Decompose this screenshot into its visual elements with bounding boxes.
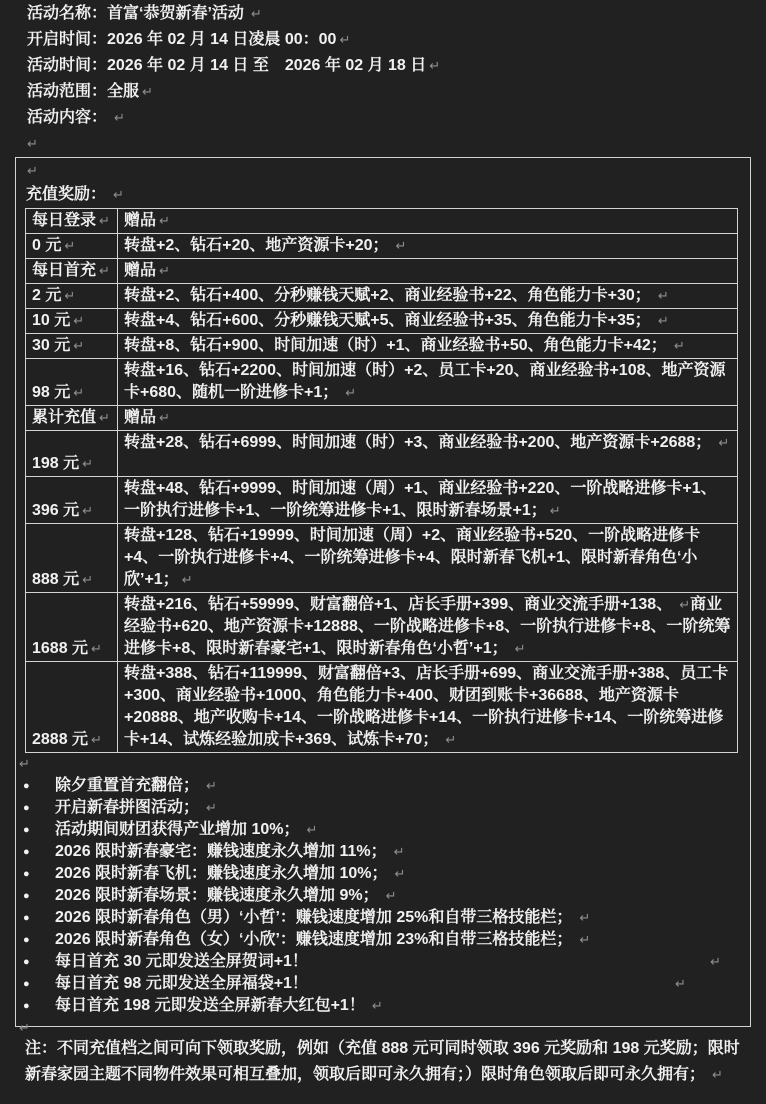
footer-note-text: 注：不同充值档之间可向下领取奖励，例如（充值 888 元可同时领取 396 元奖励和 198 元奖励；限时新春家园主题不同物件效果可相互叠加，领取后即可永久拥有；）限时角色领取后即可永久拥有；	[25, 1040, 740, 1083]
rewards-table	[25, 208, 738, 753]
paragraph-mark-icon: ↵	[394, 866, 406, 881]
paragraph-mark-icon: ↵	[82, 456, 94, 471]
activity-time-line	[27, 53, 766, 79]
paragraph-mark-icon: ↵	[371, 998, 383, 1013]
bullet-text: 2026 限时新春豪宅：赚钱速度永久增加 11%；	[55, 843, 387, 860]
row-reward-cell	[118, 406, 738, 431]
content-box	[15, 157, 751, 1035]
table-row	[26, 524, 738, 593]
activity-scope-line	[27, 79, 766, 105]
bullet-icon: ●	[23, 802, 30, 814]
paragraph-mark-icon: ↵	[64, 288, 76, 303]
list-item	[16, 929, 750, 951]
list-item	[16, 797, 750, 819]
list-item	[16, 775, 750, 797]
row-reward-text: 转盘+48、钻石+9999、时间加速（周）+1、商业经验书+220、一阶战略进修卡+1、一阶执行进修卡+1、一阶统筹进修卡+1、限时新春场景+1；	[124, 480, 717, 519]
row-reward-cell	[118, 259, 738, 284]
paragraph-mark-icon: ↵	[159, 263, 170, 278]
row-label-cell	[26, 477, 118, 524]
row-reward-text: 转盘+216、钻石+59999、财富翻倍+1、店长手册+399、商业交流手册+138、	[124, 596, 673, 613]
row-reward-text: 赠品	[124, 212, 157, 229]
paragraph-mark-icon: ↵	[82, 503, 94, 518]
open-time-line	[27, 27, 766, 53]
row-label: 每日首充	[32, 262, 97, 279]
list-item	[16, 995, 750, 1017]
row-label: 888 元	[32, 571, 80, 588]
paragraph-mark-icon: ↵	[99, 410, 110, 425]
paragraph-mark-icon: ↵	[514, 641, 526, 656]
paragraph-mark-icon: ↵	[429, 58, 441, 73]
row-label-cell	[26, 284, 118, 309]
activity-name-line	[27, 1, 766, 27]
activity-time-text: 活动时间：2026 年 02 月 14 日 至 2026 年 02 月 18 日	[27, 57, 427, 74]
table-row	[26, 359, 738, 406]
row-reward-text: 转盘+8、钻石+900、时间加速（时）+1、商业经验书+50、角色能力卡+42；	[124, 337, 667, 354]
bullet-text: 每日首充 198 元即发送全屏新春大红包+1！	[55, 997, 365, 1014]
paragraph-mark-icon: ↵	[206, 800, 217, 815]
footer-note	[25, 1036, 743, 1088]
paragraph-mark-icon: ↵	[159, 213, 170, 228]
paragraph-mark-icon: ↵	[91, 732, 102, 747]
paragraph-mark-icon: ↵	[579, 932, 591, 947]
paragraph-mark-icon: ↵	[91, 641, 102, 656]
row-reward-text: 转盘+28、钻石+6999、时间加速（时）+3、商业经验书+200、地产资源卡+2688；	[124, 434, 712, 451]
row-reward-text: 转盘+4、钻石+600、分秒赚钱天赋+5、商业经验书+35、角色能力卡+35；	[124, 312, 651, 329]
list-item	[16, 885, 750, 907]
row-label: 98 元	[32, 384, 71, 401]
table-row	[26, 431, 738, 477]
row-label-cell	[26, 309, 118, 334]
row-label: 1688 元	[32, 640, 89, 657]
paragraph-mark-icon: ↵	[99, 263, 110, 278]
activity-name-text: 活动名称：首富‘恭贺新春’活动	[27, 5, 244, 22]
row-reward-text: 转盘+388、钻石+119999、财富翻倍+3、店长手册+699、商业交流手册+388、员工卡+300、商业经验书+1000、角色能力卡+400、财团到账卡+36688、地产资源卡+20888、地产收购卡+14、一阶战略进修卡+14、一阶执行进修卡+14、一阶统筹进修卡+14、试炼经验加成卡+369、试炼卡+70；	[124, 665, 729, 748]
bullet-icon: ●	[23, 846, 30, 858]
table-row	[26, 234, 738, 259]
empty-paragraph-line	[16, 753, 750, 775]
activity-content-line	[27, 105, 766, 131]
table-row	[26, 259, 738, 284]
row-label-cell	[26, 359, 118, 406]
paragraph-mark-icon: ↵	[712, 1067, 723, 1082]
bullet-text: 开启新春拼图活动；	[55, 799, 200, 816]
row-label: 30 元	[32, 337, 71, 354]
paragraph-mark-icon: ↵	[73, 338, 85, 353]
row-label-cell	[26, 209, 118, 234]
row-reward-cell	[118, 477, 738, 524]
list-item	[16, 819, 750, 841]
table-row	[26, 662, 738, 753]
row-label: 198 元	[32, 455, 80, 472]
table-row	[26, 406, 738, 431]
paragraph-mark-icon: ↵	[114, 110, 125, 125]
paragraph-mark-icon: ↵	[395, 238, 407, 253]
paragraph-mark-icon: ↵	[345, 385, 357, 400]
row-reward-text: 转盘+2、钻石+400、分秒赚钱天赋+2、商业经验书+22、角色能力卡+30；	[124, 287, 651, 304]
row-label: 10 元	[32, 312, 71, 329]
row-label-cell	[26, 234, 118, 259]
row-reward-text: 转盘+2、钻石+20、地产资源卡+20；	[124, 237, 389, 254]
row-reward-cell	[118, 431, 738, 477]
list-item	[16, 951, 750, 973]
paragraph-mark-icon: ↵	[113, 187, 124, 202]
bullet-icon: ●	[23, 890, 30, 902]
bullet-text: 每日首充 98 元即发送全屏福袋+1！	[55, 975, 308, 992]
table-row	[26, 593, 738, 662]
row-label-cell	[26, 524, 118, 593]
bullet-icon: ●	[23, 912, 30, 924]
list-item	[16, 841, 750, 863]
bullet-text: 每日首充 30 元即发送全屏贺词+1！	[55, 953, 308, 970]
bullet-text: 2026 限时新春场景：赚钱速度永久增加 9%；	[55, 887, 379, 904]
bullet-text: 2026 限时新春飞机：赚钱速度永久增加 10%；	[55, 865, 388, 882]
paragraph-mark-icon: ↵	[181, 572, 193, 587]
paragraph-mark-icon: ↵	[64, 238, 76, 253]
paragraph-mark-icon: ↵	[73, 385, 85, 400]
bullet-text: 活动期间财团获得产业增加 10%；	[55, 821, 300, 838]
table-row	[26, 209, 738, 234]
paragraph-mark-icon: ↵	[250, 6, 262, 21]
rewards-title	[16, 182, 750, 208]
list-item	[16, 907, 750, 929]
paragraph-mark-icon: ↵	[579, 910, 591, 925]
list-item	[16, 863, 750, 885]
empty-paragraph-line	[16, 160, 750, 182]
row-reward-cell	[118, 524, 738, 593]
paragraph-mark-icon: ↵	[549, 503, 561, 518]
row-label: 每日登录	[32, 212, 97, 229]
row-label-cell	[26, 334, 118, 359]
paragraph-mark-icon: ↵	[445, 732, 457, 747]
rewards-title-text: 充值奖励：	[26, 186, 107, 203]
paragraph-mark-icon: ↵	[19, 1020, 30, 1035]
row-reward-cell	[118, 334, 738, 359]
row-label: 2 元	[32, 287, 62, 304]
row-label-cell	[26, 259, 118, 284]
row-reward-text: 赠品	[124, 262, 157, 279]
table-row	[26, 477, 738, 524]
paragraph-mark-icon: ↵	[675, 976, 686, 991]
row-label-cell	[26, 662, 118, 753]
paragraph-mark-icon: ↵	[142, 84, 153, 99]
row-reward-cell	[118, 593, 738, 662]
paragraph-mark-icon: ↵	[73, 313, 85, 328]
row-reward-text: 赠品	[124, 409, 157, 426]
row-reward-cell	[118, 284, 738, 309]
row-reward-cell	[118, 309, 738, 334]
bullet-icon: ●	[23, 780, 30, 792]
header-section	[0, 0, 766, 157]
bullet-icon: ●	[23, 934, 30, 946]
row-reward-cell	[118, 662, 738, 753]
paragraph-mark-icon: ↵	[710, 954, 721, 969]
bullet-icon: ●	[23, 868, 30, 880]
row-reward-cell	[118, 359, 738, 406]
activity-scope-text: 活动范围：全服	[27, 83, 140, 100]
empty-paragraph-line	[27, 131, 766, 157]
paragraph-mark-icon: ↵	[718, 435, 730, 450]
paragraph-mark-icon: ↵	[339, 32, 351, 47]
bullet-icon: ●	[23, 956, 30, 968]
table-row	[26, 309, 738, 334]
row-label-cell	[26, 593, 118, 662]
row-reward-text: 转盘+16、钻石+2200、时间加速（时）+2、员工卡+20、商业经验书+108、地产资源卡+680、随机一阶进修卡+1；	[124, 362, 726, 401]
row-label: 0 元	[32, 237, 62, 254]
bullet-icon: ●	[23, 824, 30, 836]
bullet-icon: ●	[23, 978, 30, 990]
paragraph-mark-icon: ↵	[19, 756, 30, 771]
table-row	[26, 284, 738, 309]
row-label: 累计充值	[32, 409, 97, 426]
paragraph-mark-icon: ↵	[657, 288, 669, 303]
list-item	[16, 973, 750, 995]
bullet-text: 除夕重置首充翻倍；	[55, 777, 200, 794]
open-time-text: 开启时间：2026 年 02 月 14 日凌晨 00：00	[27, 31, 337, 48]
activity-content-text: 活动内容：	[27, 109, 108, 126]
row-reward-text: 转盘+128、钻石+19999、时间加速（周）+2、商业经验书+520、一阶战略进修卡+4、一阶执行进修卡+4、一阶统筹进修卡+4、限时新春飞机+1、限时新春角色‘小欣’+1；	[124, 527, 701, 588]
row-label-cell	[26, 406, 118, 431]
row-label: 396 元	[32, 502, 80, 519]
paragraph-mark-icon: ↵	[27, 163, 38, 178]
bullet-text: 2026 限时新春角色（男）‘小哲’：赚钱速度增加 25%和自带三格技能栏；	[55, 909, 573, 926]
row-reward-text: 商业经验书+620、地产资源卡+12888、一阶战略进修卡+8、一阶执行进修卡+8、一阶统筹进修卡+8、限时新春豪宅+1、限时新春角色‘小哲’+1；	[124, 596, 731, 657]
feature-bullet-list	[16, 775, 750, 1017]
row-label: 2888 元	[32, 731, 89, 748]
row-reward-cell	[118, 234, 738, 259]
table-row	[26, 334, 738, 359]
paragraph-mark-icon: ↵	[673, 338, 685, 353]
bullet-icon: ●	[23, 1000, 30, 1012]
row-label-cell	[26, 431, 118, 477]
bullet-text: 2026 限时新春角色（女）‘小欣’：赚钱速度增加 23%和自带三格技能栏；	[55, 931, 573, 948]
paragraph-mark-icon: ↵	[206, 778, 217, 793]
paragraph-mark-icon: ↵	[306, 822, 318, 837]
paragraph-mark-icon: ↵	[159, 410, 170, 425]
line-break-mark-icon: ↵	[679, 597, 691, 612]
row-reward-cell	[118, 209, 738, 234]
paragraph-mark-icon: ↵	[27, 136, 38, 151]
paragraph-mark-icon: ↵	[385, 888, 397, 903]
paragraph-mark-icon: ↵	[657, 313, 669, 328]
paragraph-mark-icon: ↵	[393, 844, 405, 859]
paragraph-mark-icon: ↵	[99, 213, 110, 228]
paragraph-mark-icon: ↵	[82, 572, 94, 587]
